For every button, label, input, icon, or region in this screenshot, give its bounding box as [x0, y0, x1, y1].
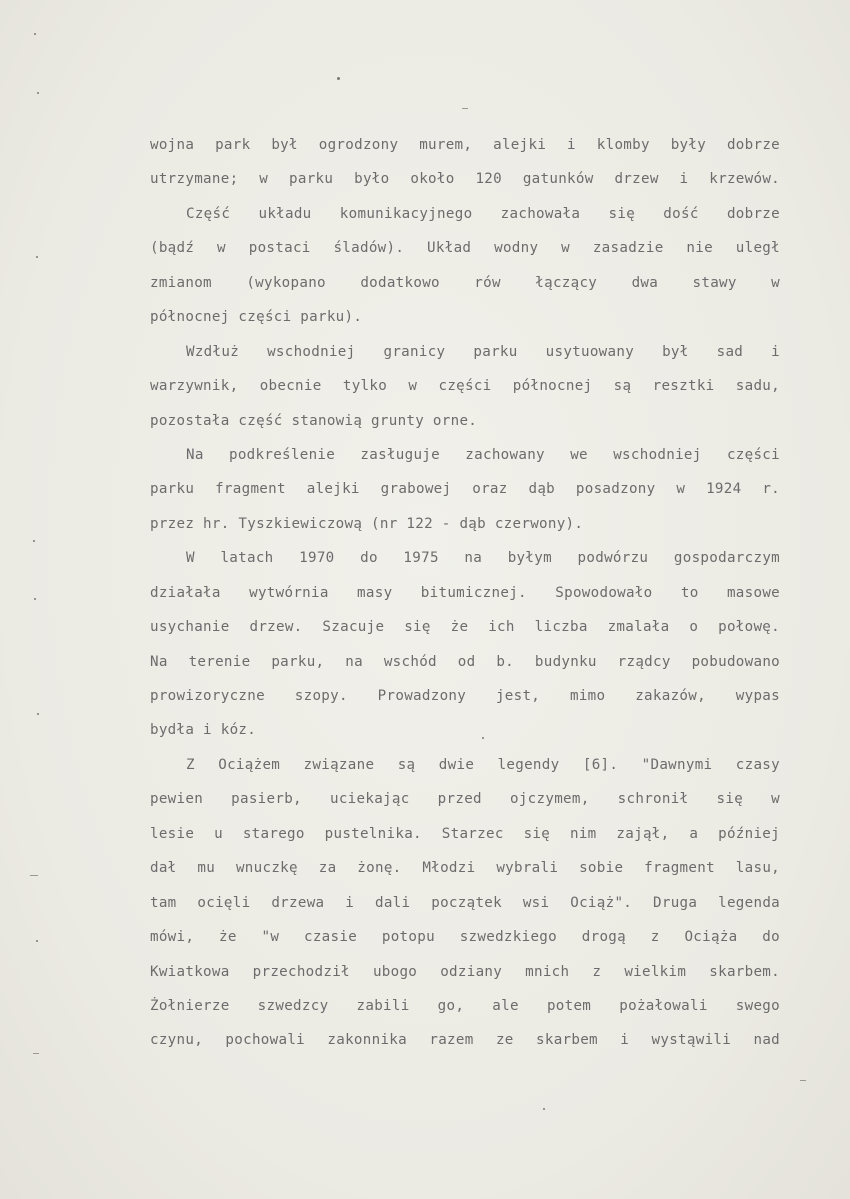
scan-mark	[800, 1080, 806, 1081]
text-line: bydła i kóz.	[150, 722, 257, 739]
text-line: Część układu komunikacyjnego zachowała się dość dobrze	[186, 205, 780, 222]
scan-mark	[33, 1053, 39, 1054]
text-line: dał mu wnuczkę za żonę. Młodzi wybrali sobie fragment lasu,	[150, 860, 780, 877]
scan-speck	[34, 598, 36, 600]
text-line: tam ocięli drzewa i dali początek wsi Ociąż". Druga legenda	[150, 894, 780, 911]
text-line: utrzymane; w parku było około 120 gatunków drzew i krzewów.	[150, 171, 780, 188]
text-line: Na podkreślenie zasługuje zachowany we wschodniej części	[186, 446, 780, 463]
text-line: lesie u starego pustelnika. Starzec się nim zajął, a później	[150, 825, 780, 842]
text-line: parku fragment alejki grabowej oraz dąb posadzony w 1924 r.	[150, 481, 780, 498]
text-line: Kwiatkowa przechodził ubogo odziany mnich z wielkim skarbem.	[150, 963, 780, 980]
text-line: prowizoryczne szopy. Prowadzony jest, mimo zakazów, wypas	[150, 688, 780, 704]
scan-mark	[30, 875, 38, 876]
text-line: Żołnierze szwedzcy zabili go, ale potem pożałowali swego	[150, 997, 780, 1014]
text-line: (bądź w postaci śladów). Układ wodny w zasadzie nie uległ	[150, 240, 780, 257]
body-text	[150, 128, 780, 1058]
text-line: pozostała część stanowią grunty orne.	[150, 412, 478, 429]
scan-speck	[37, 92, 39, 94]
text-line: pewien pasierb, uciekając przed ojczymem, schronił się w	[150, 791, 780, 808]
text-line: mówi, że "w czasie potopu szwedzkiego drogą z Ociąża do	[150, 929, 780, 946]
text-line: zmianom (wykopano dodatkowo rów łączący dwa stawy w	[150, 274, 780, 291]
scan-speck	[34, 33, 36, 35]
scan-mark	[462, 108, 468, 109]
scan-speck	[36, 940, 38, 942]
text-line: czynu, pochowali zakonnika razem ze skarbem i wystąwili nad	[150, 1032, 780, 1049]
text-line: warzywnik, obecnie tylko w części północnej są resztki sadu,	[150, 378, 780, 395]
text-line: W latach 1970 do 1975 na byłym podwórzu gospodarczym	[186, 550, 780, 567]
text-line: Z Ociążem związane są dwie legendy [6]. "Dawnymi czasy	[186, 756, 780, 773]
text-line: przez hr. Tyszkiewiczową (nr 122 - dąb czerwony).	[150, 515, 584, 532]
text-line: wojna park był ogrodzony murem, alejki i klomby były dobrze	[150, 137, 780, 153]
text-line: usychanie drzew. Szacuje się że ich liczba zmalała o połowę.	[150, 619, 780, 636]
scan-speck	[543, 1108, 545, 1110]
text-line: Wzdłuż wschodniej granicy parku usytuowany był sad i	[186, 343, 780, 360]
scan-speck	[37, 713, 39, 715]
text-line: działała wytwórnia masy bitumicznej. Spowodowało to masowe	[150, 584, 780, 601]
scan-speck	[36, 256, 38, 258]
scan-speck	[337, 77, 340, 80]
text-line: Na terenie parku, na wschód od b. budynku rządcy pobudowano	[150, 653, 780, 670]
scan-speck	[33, 540, 35, 542]
text-line: północnej części parku).	[150, 309, 363, 326]
